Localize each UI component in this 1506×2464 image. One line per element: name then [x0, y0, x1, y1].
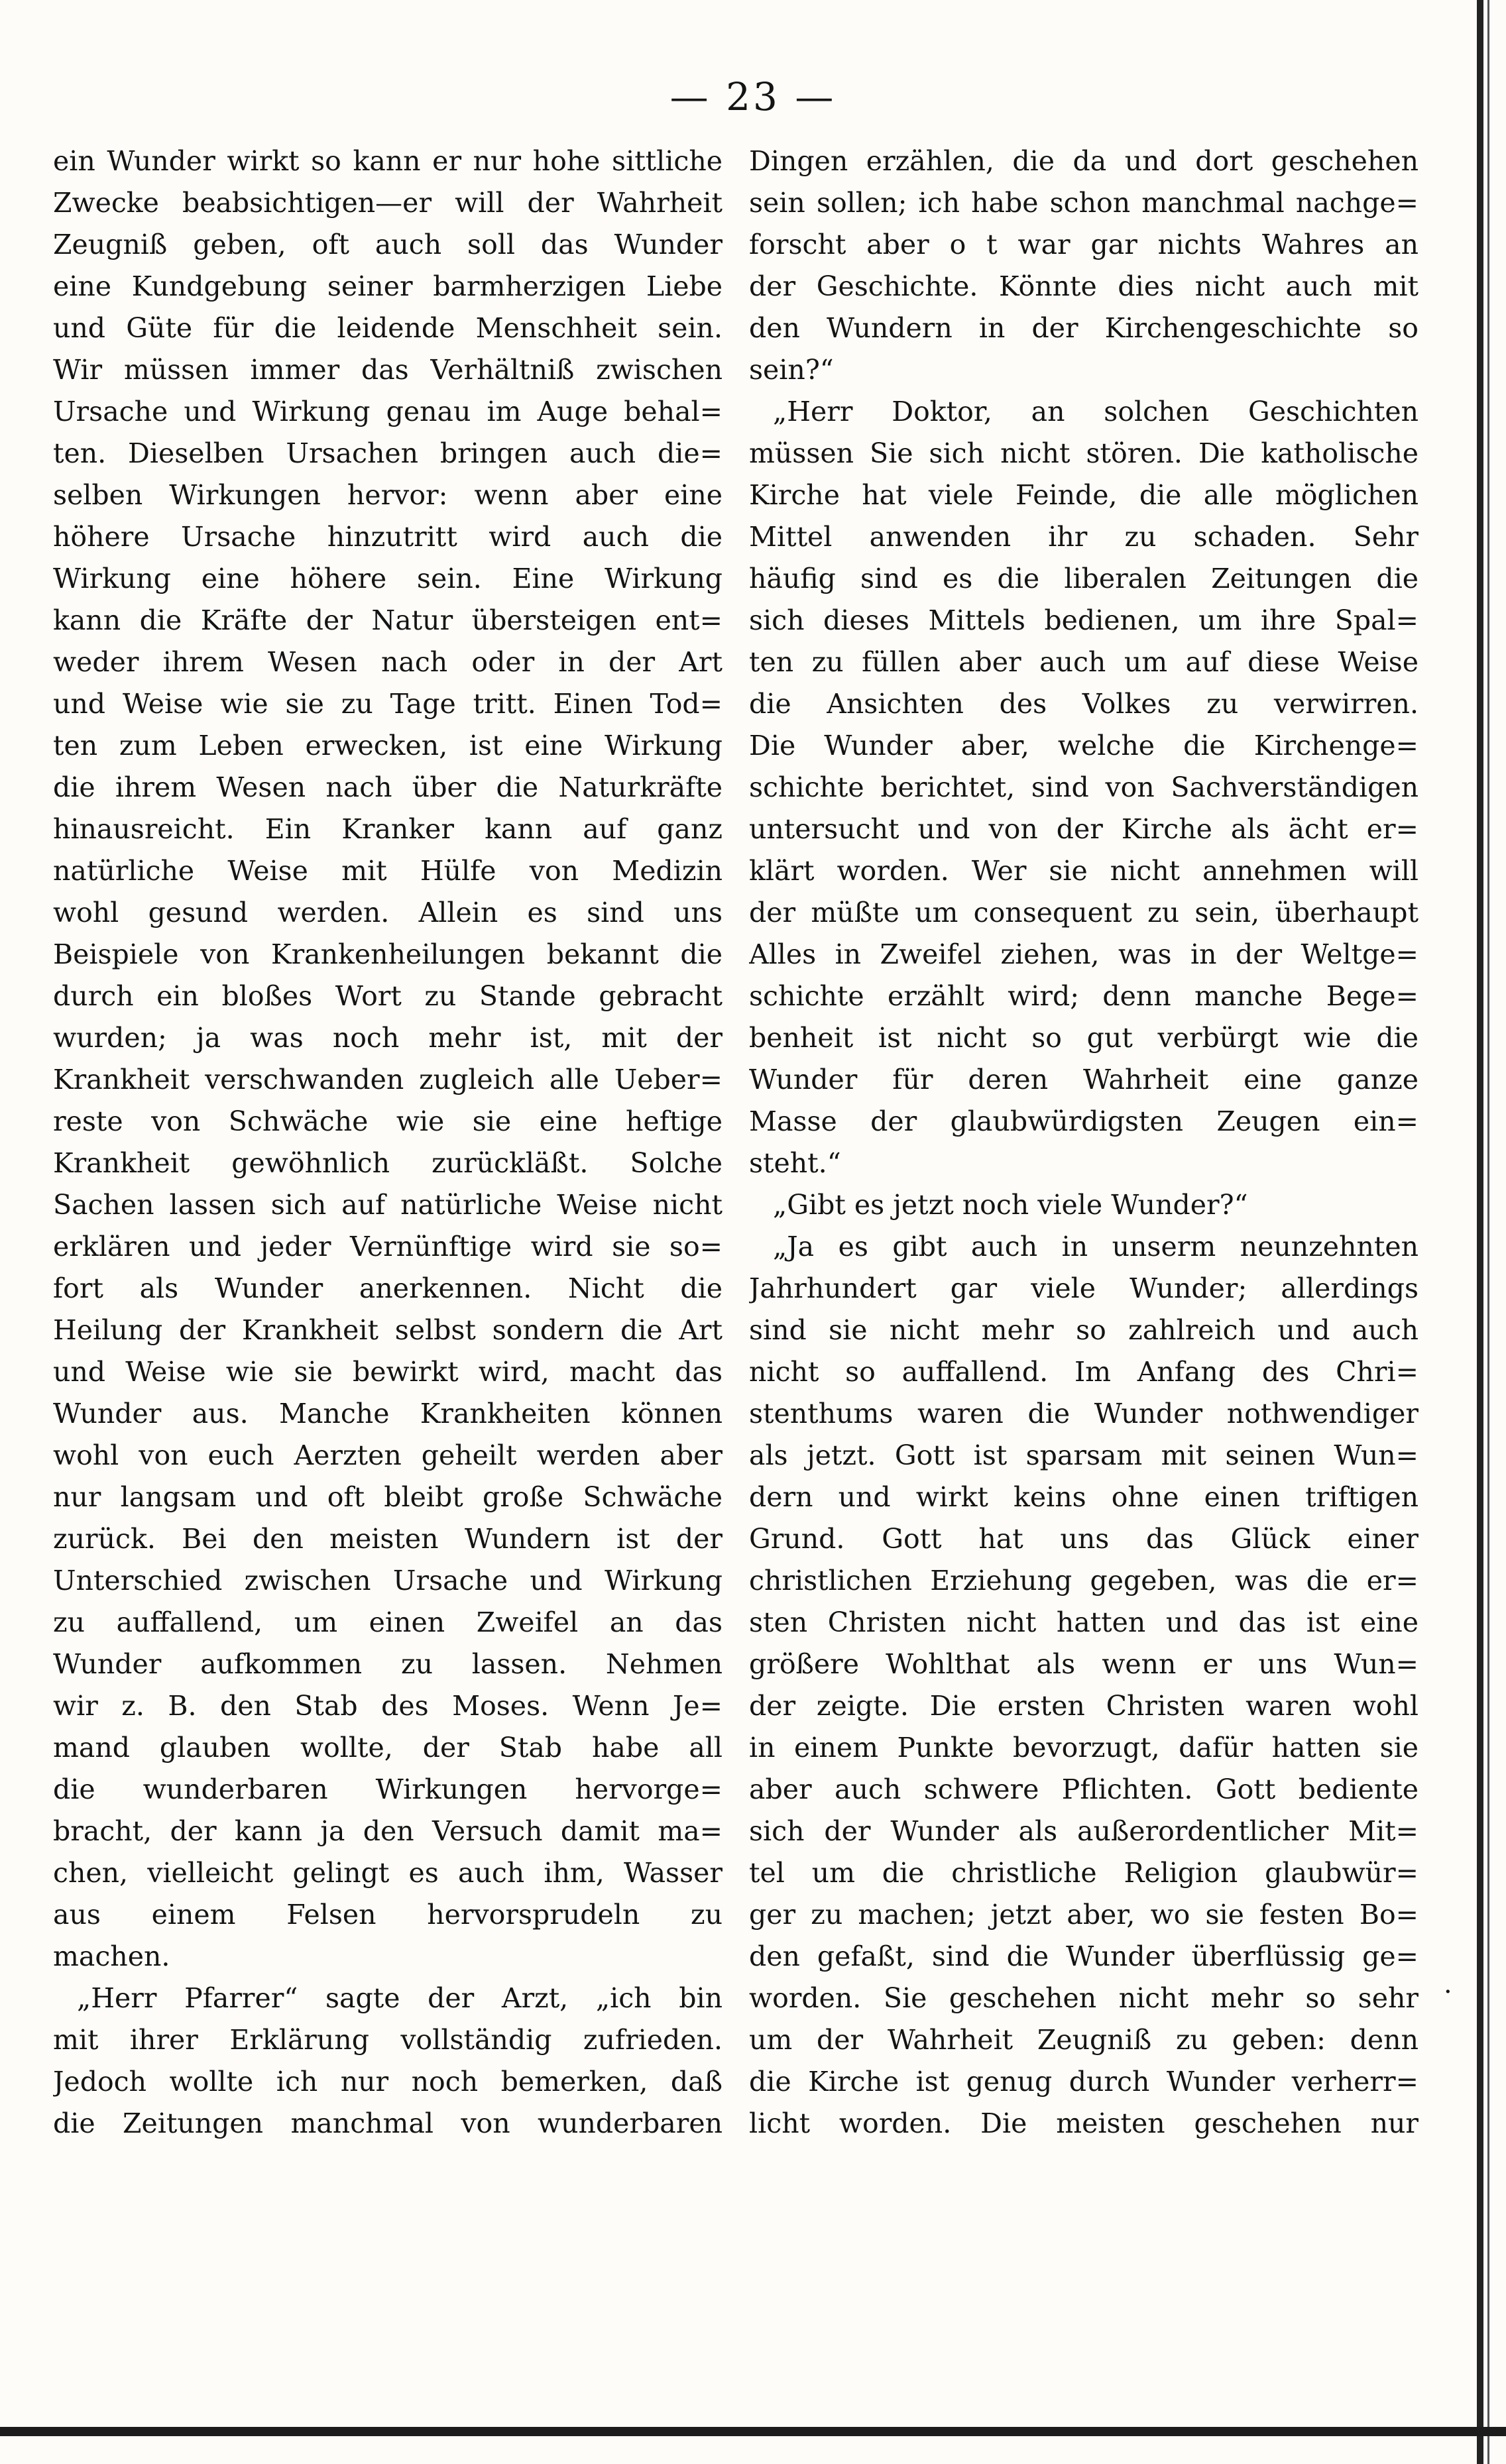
text-line: den Wundern in der Kirchengeschichte so — [749, 312, 1419, 344]
text-line: Zwecke beabsichtigen—er will der Wahrheit — [53, 187, 723, 219]
text-line: Alles in Zweifel ziehen, was in der Weltge= — [749, 938, 1419, 970]
text-line: Krankheit gewöhnlich zurückläßt. Solche — [53, 1147, 723, 1179]
text-line: untersucht und von der Kirche als ächt er= — [749, 813, 1419, 845]
text-line: Dingen erzählen, die da und dort geschehen — [749, 145, 1419, 177]
text-line: um der Wahrheit Zeugniß zu geben: denn — [749, 2024, 1419, 2056]
text-line: sich dieses Mittels bedienen, um ihre Spal= — [749, 604, 1419, 636]
text-line: steht.“ — [749, 1147, 841, 1179]
text-line: Kirche hat viele Feinde, die alle möglichen — [749, 479, 1419, 511]
text-line: die ihrem Wesen nach über die Naturkräfte — [53, 771, 723, 803]
text-line: ten zu füllen aber auch um auf diese Weise — [749, 646, 1419, 678]
text-line: wurden; ja was noch mehr ist, mit der — [53, 1022, 723, 1054]
text-line: christlichen Erziehung gegeben, was die er= — [749, 1565, 1419, 1596]
text-line: Sachen lassen sich auf natürliche Weise nicht — [53, 1189, 723, 1221]
text-line: ger zu machen; jetzt aber, wo sie festen Bo= — [749, 1899, 1419, 1931]
text-line: nur langsam und oft bleibt große Schwäche — [53, 1481, 723, 1513]
text-line: größere Wohlthat als wenn er uns Wun= — [749, 1648, 1419, 1680]
text-line: sten Christen nicht hatten und das ist eine — [749, 1606, 1419, 1638]
text-line: Wunder für deren Wahrheit eine ganze — [749, 1064, 1419, 1095]
text-line: „Herr Pfarrer“ sagte der Arzt, „ich bin — [77, 1982, 723, 2014]
text-line: chen, vielleicht gelingt es auch ihm, Wasser — [53, 1857, 723, 1889]
text-line: Zeugniß geben, oft auch soll das Wunder — [53, 229, 723, 260]
text-line: die wunderbaren Wirkungen hervorge= — [53, 1773, 723, 1805]
text-line: schichte berichtet, sind von Sachverständigen — [749, 771, 1419, 803]
text-line: die Kirche ist genug durch Wunder verherr= — [749, 2066, 1419, 2098]
text-line: Grund. Gott hat uns das Glück einer — [749, 1523, 1419, 1555]
text-line: in einem Punkte bevorzugt, dafür hatten sie — [749, 1732, 1419, 1764]
text-line: Die Wunder aber, welche die Kirchenge= — [749, 730, 1419, 761]
ink-speck: · — [1444, 1977, 1452, 2007]
text-line: wohl gesund werden. Allein es sind uns — [53, 897, 723, 928]
text-line: hinausreicht. Ein Kranker kann auf ganz — [53, 813, 723, 845]
text-line: sein?“ — [749, 354, 834, 386]
text-line: Wirkung eine höhere sein. Eine Wirkung — [53, 563, 723, 594]
text-line: müssen Sie sich nicht stören. Die katholische — [749, 437, 1419, 469]
text-line: und Güte für die leidende Menschheit sein. — [53, 312, 723, 344]
text-line: eine Kundgebung seiner barmherzigen Liebe — [53, 270, 723, 302]
bottom-rule — [0, 2427, 1506, 2436]
text-line: häufig sind es die liberalen Zeitungen die — [749, 563, 1419, 594]
text-line: ten. Dieselben Ursachen bringen auch die= — [53, 437, 723, 469]
text-line: ein Wunder wirkt so kann er nur hohe sittliche — [53, 145, 723, 177]
text-line: klärt worden. Wer sie nicht annehmen will — [749, 855, 1419, 887]
text-line: der müßte um consequent zu sein, überhaupt — [749, 897, 1419, 928]
text-line: „Gibt es jetzt noch viele Wunder?“ — [773, 1189, 1248, 1221]
text-line: worden. Sie geschehen nicht mehr so sehr — [749, 1982, 1419, 2014]
text-line: aus einem Felsen hervorsprudeln zu — [53, 1899, 723, 1931]
text-line: reste von Schwäche wie sie eine heftige — [53, 1105, 723, 1137]
text-line: bracht, der kann ja den Versuch damit ma= — [53, 1815, 723, 1847]
text-line: Beispiele von Krankenheilungen bekannt die — [53, 938, 723, 970]
text-line: Mittel anwenden ihr zu schaden. Sehr — [749, 521, 1419, 553]
text-line: ten zum Leben erwecken, ist eine Wirkung — [53, 730, 723, 761]
text-line: licht worden. Die meisten geschehen nur — [749, 2107, 1419, 2139]
text-line: kann die Kräfte der Natur übersteigen ent= — [53, 604, 723, 636]
text-line: zu auffallend, um einen Zweifel an das — [53, 1606, 723, 1638]
page-number: — 23 — — [669, 74, 837, 119]
text-line: Wunder aufkommen zu lassen. Nehmen — [53, 1648, 723, 1680]
text-line: mit ihrer Erklärung vollständig zufrieden. — [53, 2024, 723, 2056]
text-line: der zeigte. Die ersten Christen waren wohl — [749, 1690, 1419, 1722]
text-line: erklären und jeder Vernünftige wird sie so= — [53, 1231, 723, 1262]
text-line: der Geschichte. Könnte dies nicht auch mit — [749, 270, 1419, 302]
text-line: Heilung der Krankheit selbst sondern die Art — [53, 1314, 723, 1346]
text-line: Masse der glaubwürdigsten Zeugen ein= — [749, 1105, 1419, 1137]
text-line: sein sollen; ich habe schon manchmal nachge= — [749, 187, 1419, 219]
text-line: selben Wirkungen hervor: wenn aber eine — [53, 479, 723, 511]
text-line: nicht so auffallend. Im Anfang des Chri= — [749, 1356, 1419, 1388]
text-line: weder ihrem Wesen nach oder in der Art — [53, 646, 723, 678]
text-line: „Herr Doktor, an solchen Geschichten — [773, 396, 1419, 427]
text-line: wir z. B. den Stab des Moses. Wenn Je= — [53, 1690, 723, 1722]
binding-edge-line — [1487, 0, 1489, 2464]
text-line: stenthums waren die Wunder nothwendiger — [749, 1398, 1419, 1429]
binding-edge — [1477, 0, 1483, 2464]
left-column — [53, 140, 723, 2145]
text-line: aber auch schwere Pflichten. Gott bediente — [749, 1773, 1419, 1805]
text-line: sind sie nicht mehr so zahlreich und auch — [749, 1314, 1419, 1346]
text-line: schichte erzählt wird; denn manche Bege= — [749, 980, 1419, 1012]
text-line: höhere Ursache hinzutritt wird auch die — [53, 521, 723, 553]
text-line: die Ansichten des Volkes zu verwirren. — [749, 688, 1419, 720]
text-line: benheit ist nicht so gut verbürgt wie die — [749, 1022, 1419, 1054]
text-line: Jedoch wollte ich nur noch bemerken, daß — [53, 2066, 723, 2098]
text-line: mand glauben wollte, der Stab habe all — [53, 1732, 723, 1764]
text-line: Unterschied zwischen Ursache und Wirkung — [53, 1565, 723, 1596]
text-line: Jahrhundert gar viele Wunder; allerdings — [749, 1272, 1419, 1304]
text-line: fort als Wunder anerkennen. Nicht die — [53, 1272, 723, 1304]
text-line: den gefaßt, sind die Wunder überflüssig ge= — [749, 1940, 1419, 1972]
text-line: natürliche Weise mit Hülfe von Medizin — [53, 855, 723, 887]
text-line: Ursache und Wirkung genau im Auge behal= — [53, 396, 723, 427]
text-line: und Weise wie sie bewirkt wird, macht das — [53, 1356, 723, 1388]
text-line: durch ein bloßes Wort zu Stande gebracht — [53, 980, 723, 1012]
text-line: zurück. Bei den meisten Wundern ist der — [53, 1523, 723, 1555]
text-line: Wir müssen immer das Verhältniß zwischen — [53, 354, 723, 386]
text-line: wohl von euch Aerzten geheilt werden aber — [53, 1439, 723, 1471]
text-line: sich der Wunder als außerordentlicher Mit= — [749, 1815, 1419, 1847]
text-line: tel um die christliche Religion glaubwür= — [749, 1857, 1419, 1889]
text-line: Krankheit verschwanden zugleich alle Ueber= — [53, 1064, 723, 1095]
text-line: dern und wirkt keins ohne einen triftigen — [749, 1481, 1419, 1513]
text-line: die Zeitungen manchmal von wunderbaren — [53, 2107, 723, 2139]
right-column — [749, 140, 1419, 2145]
text-line: Wunder aus. Manche Krankheiten können — [53, 1398, 723, 1429]
text-line: „Ja es gibt auch in unserm neunzehnten — [773, 1231, 1419, 1262]
text-line: und Weise wie sie zu Tage tritt. Einen Tod= — [53, 688, 723, 720]
text-line: forscht aber o t war gar nichts Wahres an — [749, 229, 1419, 260]
text-line: als jetzt. Gott ist sparsam mit seinen Wun= — [749, 1439, 1419, 1471]
text-line: machen. — [53, 1940, 170, 1972]
